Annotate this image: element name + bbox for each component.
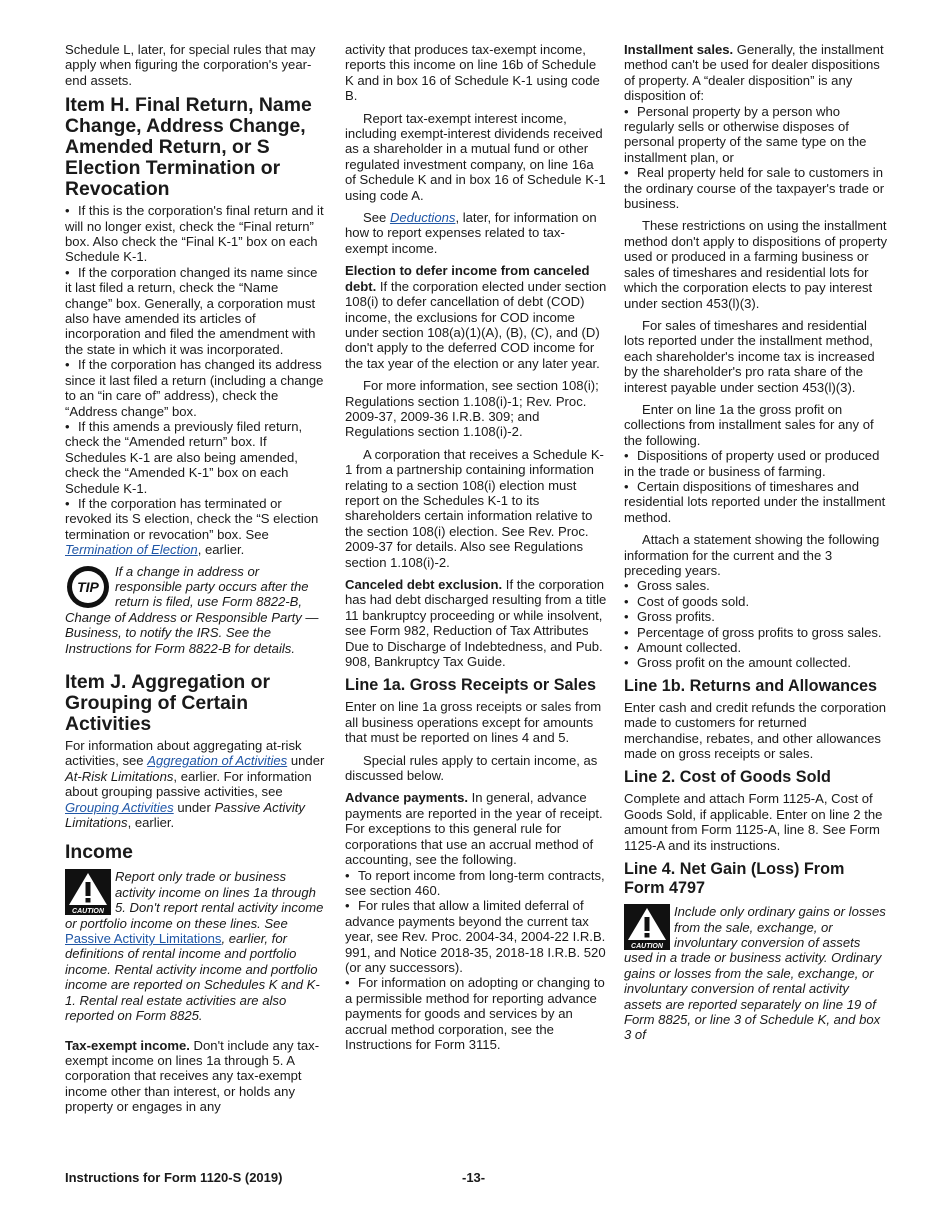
installment-bullets — [624, 104, 888, 212]
list-item: • If the corporation has terminated or revoked its S election, check the “S election termination or revocation” box. See Termination of Election, earlier. — [65, 495, 319, 558]
tip-icon — [65, 564, 111, 610]
caution-note: CAUTION Include only ordinary gains or losses from the sale, exchange, or involuntary conversion of assets used in a trade or business activity. Ordinary gains or losses from the sale, exchange, or involuntary conversion of rental activity assets are reported separately on line 19 of Form 8825, or line 3 of Schedule K, and box 3 of — [624, 904, 886, 1043]
list-item: • Dispositions of property used or produced in the trade or business of farming. — [624, 448, 880, 479]
footer-form-title: Instructions for Form 1120-S (2019) — [65, 1170, 283, 1185]
paragraph: Enter on line 1a the gross profit on collections from installment sales for any of the following. — [624, 401, 874, 448]
list-item: • Certain dispositions of timeshares and residential lots reported under the installment method. — [624, 478, 886, 525]
link-aggregation-of-activities[interactable]: Aggregation of Activities — [147, 753, 288, 769]
column-2 — [345, 42, 607, 1052]
heading-line-1a: Line 1a. Gross Receipts or Sales — [345, 676, 597, 695]
list-item: • Cost of goods sold. — [624, 593, 750, 609]
heading-line-2: Line 2. Cost of Goods Sold — [624, 768, 831, 787]
paragraph: Election to defer income from canceled debt. If the corporation elected under section 108(i) to defer cancellation of debt (COD) income, the exclusions for COD income under section 108(a)(1)(A), (B), (C), and (D) don't apply to the deferred COD income for the tax year of the election or any later year. — [345, 263, 607, 371]
paragraph: Complete and attach Form 1125-A, Cost of Goods Sold, if applicable. Enter on line 2 the amount from Form 1125-A, line 8. See Form 1125-A and its instructions. — [624, 791, 883, 853]
paragraph: A corporation that receives a Schedule K-1 from a partnership containing information relating to a section 108(i) election must report on the Schedules K-1 to its shareholders certain information relative to the section 108(i) election. See Rev. Proc. 2009-37 for details. Also see Regulations section 1.108(i)-2. — [345, 446, 604, 570]
paragraph: Advance payments. In general, advance payments are reported in the year of receipt. For exceptions to this general rule for corporations that use an accrual method of accounting, see the following. — [345, 790, 603, 868]
paragraph: For information about aggregating at-risk activities, see Aggregation of Activities under At-Risk Limitations, earlier. For information about grouping passive activities, see Grouping Activities under Passive Activity Limitations, earlier. — [65, 738, 325, 831]
link-passive-activity-limitations[interactable]: Passive Activity Limitations — [65, 931, 222, 947]
paragraph: See Deductions, later, for information on how to report expenses related to tax-exempt income. — [345, 210, 597, 256]
svg-text:CAUTION: CAUTION — [72, 908, 104, 916]
list-item: • To report income from long-term contracts, see section 460. — [345, 867, 605, 898]
paragraph: For sales of timeshares and residential lots reported under the installment method, each shareholder's income tax is increased by the shareholder's pro rata share of the interest payable under section 453(l)(3). — [624, 317, 875, 395]
heading-line-1b: Line 1b. Returns and Allowances — [624, 676, 878, 695]
list-item: • Real property held for sale to customers in the ordinary course of the taxpayer's trade or business. — [624, 165, 885, 212]
tip-text: If a change in address or responsible party occurs after the return is filed, use Form 8822-B, Change of Address or Responsible Party — Business, to notify the IRS. See the Instructions for Form 8822-B for details. — [65, 563, 319, 656]
link-deductions[interactable]: Deductions — [389, 210, 456, 226]
paragraph: Canceled debt exclusion. If the corporation has had debt discharged resulting from a title 11 bankruptcy proceeding or while insolvent, see Form 982, Reduction of Tax Attributes Due to Discharge of Indebtedness, and Pub. 908, Bankruptcy Tax Guide. — [345, 577, 607, 670]
paragraph: Enter cash and credit refunds the corporation made to customers for returned merchandise, rebates, and other allowances made on gross receipts or sales. — [624, 699, 887, 762]
advance-payment-bullets — [345, 868, 607, 1053]
svg-text:TIP: TIP — [77, 578, 99, 595]
paragraph: Schedule L, later, for special rules that may apply when figuring the corporation's year-end assets. — [65, 42, 316, 88]
paragraph: These restrictions on using the installment method don't apply to dispositions of property used or produced in a farming business or sales of timeshares and residential lots for which the corporation elects to pay interest under section 453(l)(3). — [624, 218, 888, 311]
paragraph: Installment sales. Generally, the installment method can't be used for dealer dispositions of property. A “dealer disposition” is any disposition of: — [624, 42, 884, 104]
link-grouping-activities[interactable]: Grouping Activities — [65, 799, 174, 815]
paragraph: Tax-exempt income. Don't include any tax-exempt income on lines 1a through 5. A corporation that receives any tax-exempt income other than interest, or holds any property or engages in any — [65, 1037, 320, 1115]
list-item: • Gross profits. — [624, 609, 715, 625]
list-item: • If this amends a previously filed return, check the “Amended return” box. If Schedules K-1 are also being amended, check the “Amended K-1” box on each Schedule K-1. — [65, 418, 303, 496]
column-3 — [624, 42, 888, 1053]
attach-bullets — [624, 578, 888, 670]
paragraph: Attach a statement showing the following information for the current and the 3 preceding years. — [624, 532, 880, 578]
page-number: -13- — [462, 1170, 486, 1185]
paragraph: For more information, see section 108(i); Regulations section 1.108(i)-1; Rev. Proc. 2009-37, 2009-36 I.R.B. 309; and Regulations section 1.108(i)-2. — [345, 378, 599, 440]
column-1 — [65, 42, 325, 1122]
paragraph: Enter on line 1a gross receipts or sales from all business operations except for amounts that must be reported on lines 4 and 5. — [345, 699, 602, 746]
heading-income: Income — [65, 841, 133, 864]
list-item: • If the corporation changed its name since it last filed a return, check the “Name change” box. Generally, a corporation must also have amended its articles of incorporation and filed the amendment with the state in which it was incorporated. — [65, 264, 318, 357]
enter-bullets — [624, 448, 888, 525]
heading-item-j: Item J. Aggregation or Grouping of Certain Activities — [65, 671, 271, 735]
caution-note: CAUTION Report only trade or business activity income on lines 1a through 5. Don't report rental activity income or portfolio income on these lines. See Passive Activity Limitations, earlier, for definitions of rental income and portfolio income. Rental activity income and portfolio income are reported on Schedules K and K-1. Rental real estate activities are also reported on Form 8825. — [65, 869, 324, 1024]
list-item: • For rules that allow a limited deferral of advance payments beyond the current tax year, see Rev. Proc. 2004-34, 2004-22 I.R.B. 991, and Notice 2018-35, 2018-18 I.R.B. 520 (or any successors). — [345, 898, 606, 975]
caution-icon — [65, 869, 111, 915]
svg-text:CAUTION: CAUTION — [631, 943, 663, 951]
paragraph: Special rules apply to certain income, as discussed below. — [345, 752, 598, 784]
list-item: • If the corporation has changed its address since it last filed a return (including a change to an “in care of” address), check the “Address change” box. — [65, 357, 324, 419]
caution-icon — [624, 904, 670, 950]
list-item: • For information on adopting or changing to a permissible method for reporting advance payments for goods and services by an accrual method corporation, see the Instructions for Form 3115. — [345, 975, 605, 1052]
item-h-bullets — [65, 203, 325, 557]
paragraph: Report tax-exempt interest income, including exempt-interest dividends received as a shareholder in a mutual fund or other regulated investment company, on line 16a of Schedule K and in box 16 of Schedule K-1 using code A. — [345, 110, 606, 203]
heading-line-4: Line 4. Net Gain (Loss) From Form 4797 — [624, 860, 845, 898]
list-item: • Personal property by a person who regularly sells or otherwise disposes of personal property of the same type on the installment plan, or — [624, 103, 867, 165]
tip-note — [65, 564, 325, 656]
heading-item-h: Item H. Final Return, Name Change, Address Change, Amended Return, or S Election Termination or Revocation — [65, 94, 312, 201]
list-item: • Gross sales. — [624, 578, 710, 594]
link-termination-of-election[interactable]: Termination of Election — [65, 542, 198, 558]
list-item: • Gross profit on the amount collected. — [624, 655, 851, 671]
list-item: • Percentage of gross profits to gross sales. — [624, 624, 882, 640]
list-item: • Amount collected. — [624, 640, 742, 656]
paragraph: activity that produces tax-exempt income, reports this income on line 16b of Schedule K and in box 16 of Schedule K-1 using code B. — [345, 42, 600, 104]
list-item: • If this is the corporation's final return and it will no longer exist, check the “Final return” box. Also check the “Final K-1” box on each Schedule K-1. — [65, 203, 324, 265]
